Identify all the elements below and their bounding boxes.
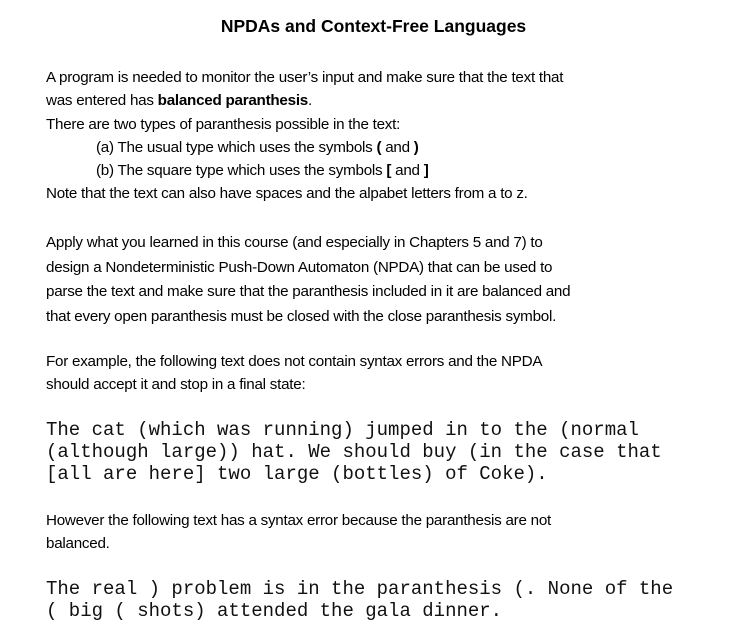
bold-text: balanced paranthesis: [157, 92, 308, 110]
text-line: parse the text and make sure that the paranthesis included in it are balanced and: [46, 283, 571, 300]
text-line: A program is needed to monitor the user’s input and make sure that the text that: [46, 69, 564, 86]
code-line: [all are here] two large (bottles) of Coke).: [46, 463, 548, 485]
symbol: [: [386, 162, 392, 180]
text: and: [391, 162, 424, 180]
list-item-b: [46, 159, 563, 182]
text-line: For example, the following text does not contain syntax errors and the NPDA: [46, 353, 543, 370]
text: (a) The usual type which uses the symbols: [96, 138, 377, 156]
text: was entered has: [46, 92, 158, 110]
text-line: Note that the text can also have spaces and the alpabet letters from a to z.: [46, 185, 528, 203]
code-line: The real ) problem is in the paranthesis (. None of the: [46, 578, 674, 600]
text-line: balanced.: [46, 535, 110, 553]
valid-example-code: [46, 419, 662, 485]
symbol: ): [413, 138, 419, 156]
code-line: The cat (which was running) jumped in to the (normal: [46, 419, 639, 441]
text: (b) The square type which uses the symbols: [96, 162, 387, 180]
text-line: that every open paranthesis must be closed with the close paranthesis symbol.: [46, 307, 557, 325]
symbol: ]: [423, 162, 429, 180]
text: and: [381, 138, 414, 156]
page-title: NPDAs and Context-Free Languages: [220, 16, 527, 36]
list-item-a: [46, 136, 563, 159]
symbol: (: [376, 138, 382, 156]
text-line: design a Nondeterministic Push-Down Automaton (NPDA) that can be used to: [46, 258, 553, 276]
example-intro: [46, 350, 542, 397]
text-line: [46, 89, 563, 112]
task-paragraph: [46, 231, 570, 329]
text-line: Apply what you learned in this course (and especially in Chapters 5 and 7) to: [46, 234, 543, 251]
text-line: There are two types of paranthesis possible in the text:: [46, 115, 401, 133]
code-line: ( big ( shots) attended the gala dinner.: [46, 600, 503, 622]
error-intro: [46, 509, 551, 556]
text-line: However the following text has a syntax error because the paranthesis are not: [46, 512, 552, 529]
intro-paragraph: [46, 66, 563, 206]
invalid-example-code: [46, 578, 673, 622]
code-line: (although large)) hat. We should buy (in the case that: [46, 441, 662, 463]
text: .: [307, 92, 312, 110]
text-line: should accept it and stop in a final state:: [46, 376, 306, 394]
